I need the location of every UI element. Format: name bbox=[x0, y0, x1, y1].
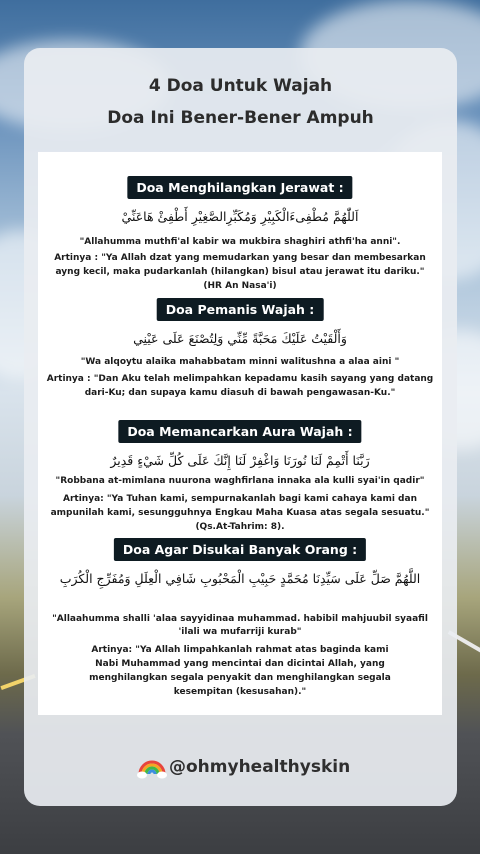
brand-signature bbox=[137, 752, 350, 782]
page-title: 4 Doa Untuk Wajah bbox=[148, 76, 333, 96]
arabic-text-pemanis: وَأَلْقَيْتُ عَلَيْكَ مَحَبَّةً مِّنِّي وَلِتُصْنَعَ عَلَى عَيْنِي bbox=[133, 331, 347, 346]
prayer-panel bbox=[38, 152, 442, 715]
rainbow-icon bbox=[137, 754, 167, 780]
arabic-text-disukai: اللَّهُمَّ صَلِّ عَلَى سَيِّدِنَا مُحَمَّدٍ حَبِيْبِ الْمَحْبُوبِ شَافِي الْعِلَلِ وَمُفَرِّجِ الْكُرَبِ bbox=[59, 571, 421, 586]
brand-handle: @ohmyhealthyskin bbox=[169, 757, 351, 777]
arabic-text-aura: رَبَّنَا أَتْمِمْ لَنَا نُورَنَا وَاغْفِرْ لَنَا إِنَّكَ عَلَى كُلِّ شَيْءٍ قَدِيرٌ bbox=[110, 453, 370, 468]
section-heading-aura: Doa Memancarkan Aura Wajah : bbox=[118, 420, 361, 443]
section-heading-disukai: Doa Agar Disukai Banyak Orang : bbox=[114, 538, 366, 561]
page-subtitle: Doa Ini Bener-Bener Ampuh bbox=[107, 108, 374, 128]
latin-text-disukai: "Allaahumma shalli 'alaa sayyidinaa muhammad. habibil mahjuubil syaafil 'ilali wa mufarriji kurab" bbox=[52, 614, 428, 637]
latin-text-jerawat: "Allahumma muthfi'al kabir wa mukbira shaghiri athfi'ha anni". bbox=[79, 237, 401, 247]
section-heading-pemanis: Doa Pemanis Wajah : bbox=[157, 298, 324, 321]
meaning-text-pemanis: Artinya : "Dan Aku telah melimpahkan kepadamu kasih sayang yang datang dari-Ku; dan supaya kamu diasuh di bawah pengawasan-Ku." bbox=[46, 374, 434, 398]
section-heading-jerawat: Doa Menghilangkan Jerawat : bbox=[127, 176, 352, 199]
arabic-text-jerawat: اَللّٰهُمَّ مُطْفِىءَالْكَبِيْرِ وَمُكَبِّرِالصَّغِيْرِ أَطْفِئْ هَاعَنِّيْ bbox=[121, 209, 359, 224]
latin-text-aura: "Robbana at-mimlana nuurona waghfirlana innaka ala kulli syai'in qadir" bbox=[55, 476, 425, 486]
latin-text-pemanis: "Wa alqoytu alaika mahabbatam minni walitushna a alaa aini " bbox=[80, 357, 400, 367]
meaning-text-disukai: Artinya: "Ya Allah limpahkanlah rahmat atas baginda kami Nabi Muhammad yang mencintai dan dicintai Allah, yang menghilangkan segala penyakit dan menghilangkan segala kesempitan (kesusahan)." bbox=[89, 645, 391, 697]
meaning-text-aura: Artinya: "Ya Tuhan kami, sempurnakanlah bagi kami cahaya kami dan ampunilah kami, sesungguhnya Engkau Maha Kuasa atas segala sesuatu." (Qs.At-Tahrim: 8). bbox=[50, 494, 430, 532]
meaning-text-jerawat: Artinya : "Ya Allah dzat yang memudarkan yang besar dan membesarkan ayng kecil, maka pudarkanlah (hilangkan) bisul atau jerawat itu dariku." (HR An Nasa'i) bbox=[54, 253, 426, 291]
